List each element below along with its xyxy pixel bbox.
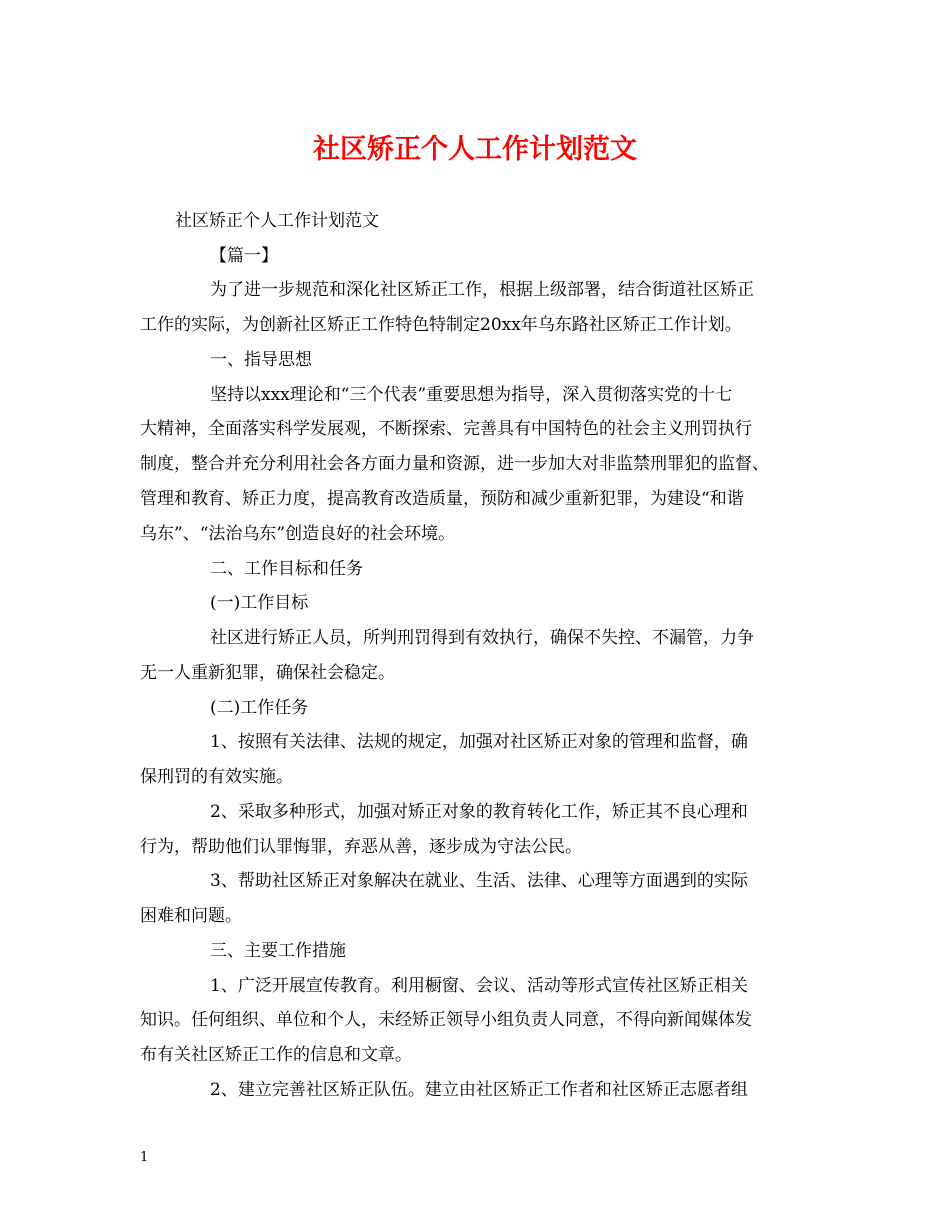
heading-line: 二、工作目标和任务: [210, 559, 363, 579]
paragraph-line: 行为，帮助他们认罪悔罪，弃恶从善，逐步成为守法公民。: [140, 837, 582, 857]
paragraph-line: 工作的实际，为创新社区矫正工作特色特制定20xx年乌东路社区矫正工作计划。: [140, 315, 742, 335]
paragraph-line: 无一人重新犯罪，确保社会稳定。: [140, 663, 395, 683]
paragraph-line: 保刑罚的有效实施。: [140, 767, 293, 787]
paragraph-line: 布有关社区矫正工作的信息和文章。: [140, 1045, 412, 1065]
section-label: 【篇一】: [210, 246, 278, 266]
page-number: 1: [140, 1150, 149, 1165]
paragraph-line: 管理和教育、矫正力度，提高教育改造质量，预防和减少重新犯罪，为建设“和谐: [140, 489, 744, 509]
subheading-line: (一)工作目标: [210, 593, 309, 613]
paragraph-line: 知识。任何组织、单位和个人，未经矫正领导小组负责人同意，不得向新闻媒体发: [140, 1010, 752, 1030]
paragraph-line: 1、按照有关法律、法规的规定，加强对社区矫正对象的管理和监督，确: [210, 732, 748, 752]
paragraph-line: 坚持以xxx理论和“三个代表”重要思想为指导，深入贯彻落实党的十七: [210, 385, 733, 405]
paragraph-line: 3、帮助社区矫正对象解决在就业、生活、法律、心理等方面遇到的实际: [210, 871, 748, 891]
paragraph-line: 社区进行矫正人员，所判刑罚得到有效执行，确保不失控、不漏管，力争: [210, 628, 754, 648]
heading-line: 一、指导思想: [210, 350, 312, 370]
paragraph-line: 困难和问题。: [140, 906, 242, 926]
paragraph-line: 大精神，全面落实科学发展观，不断探索、完善具有中国特色的社会主义刑罚执行: [140, 419, 752, 439]
document-title: 社区矫正个人工作计划范文: [313, 134, 637, 165]
paragraph-line: 1、广泛开展宣传教育。利用橱窗、会议、活动等形式宣传社区矫正相关: [210, 976, 748, 996]
heading-line: 三、主要工作措施: [210, 941, 346, 961]
paragraph-line: 为了进一步规范和深化社区矫正工作，根据上级部署，结合街道社区矫正: [210, 280, 754, 300]
paragraph-line: 乌东”、“法治乌东”创造良好的社会环境。: [140, 524, 456, 544]
paragraph-line: 2、建立完善社区矫正队伍。建立由社区矫正工作者和社区矫正志愿者组: [210, 1080, 748, 1100]
paragraph-line: 2、采取多种形式，加强对矫正对象的教育转化工作，矫正其不良心理和: [210, 802, 748, 822]
subtitle-line: 社区矫正个人工作计划范文: [175, 211, 379, 231]
subheading-line: (二)工作任务: [210, 698, 309, 718]
paragraph-line: 制度，整合并充分利用社会各方面力量和资源，进一步加大对非监禁刑罪犯的监督、: [140, 454, 769, 474]
